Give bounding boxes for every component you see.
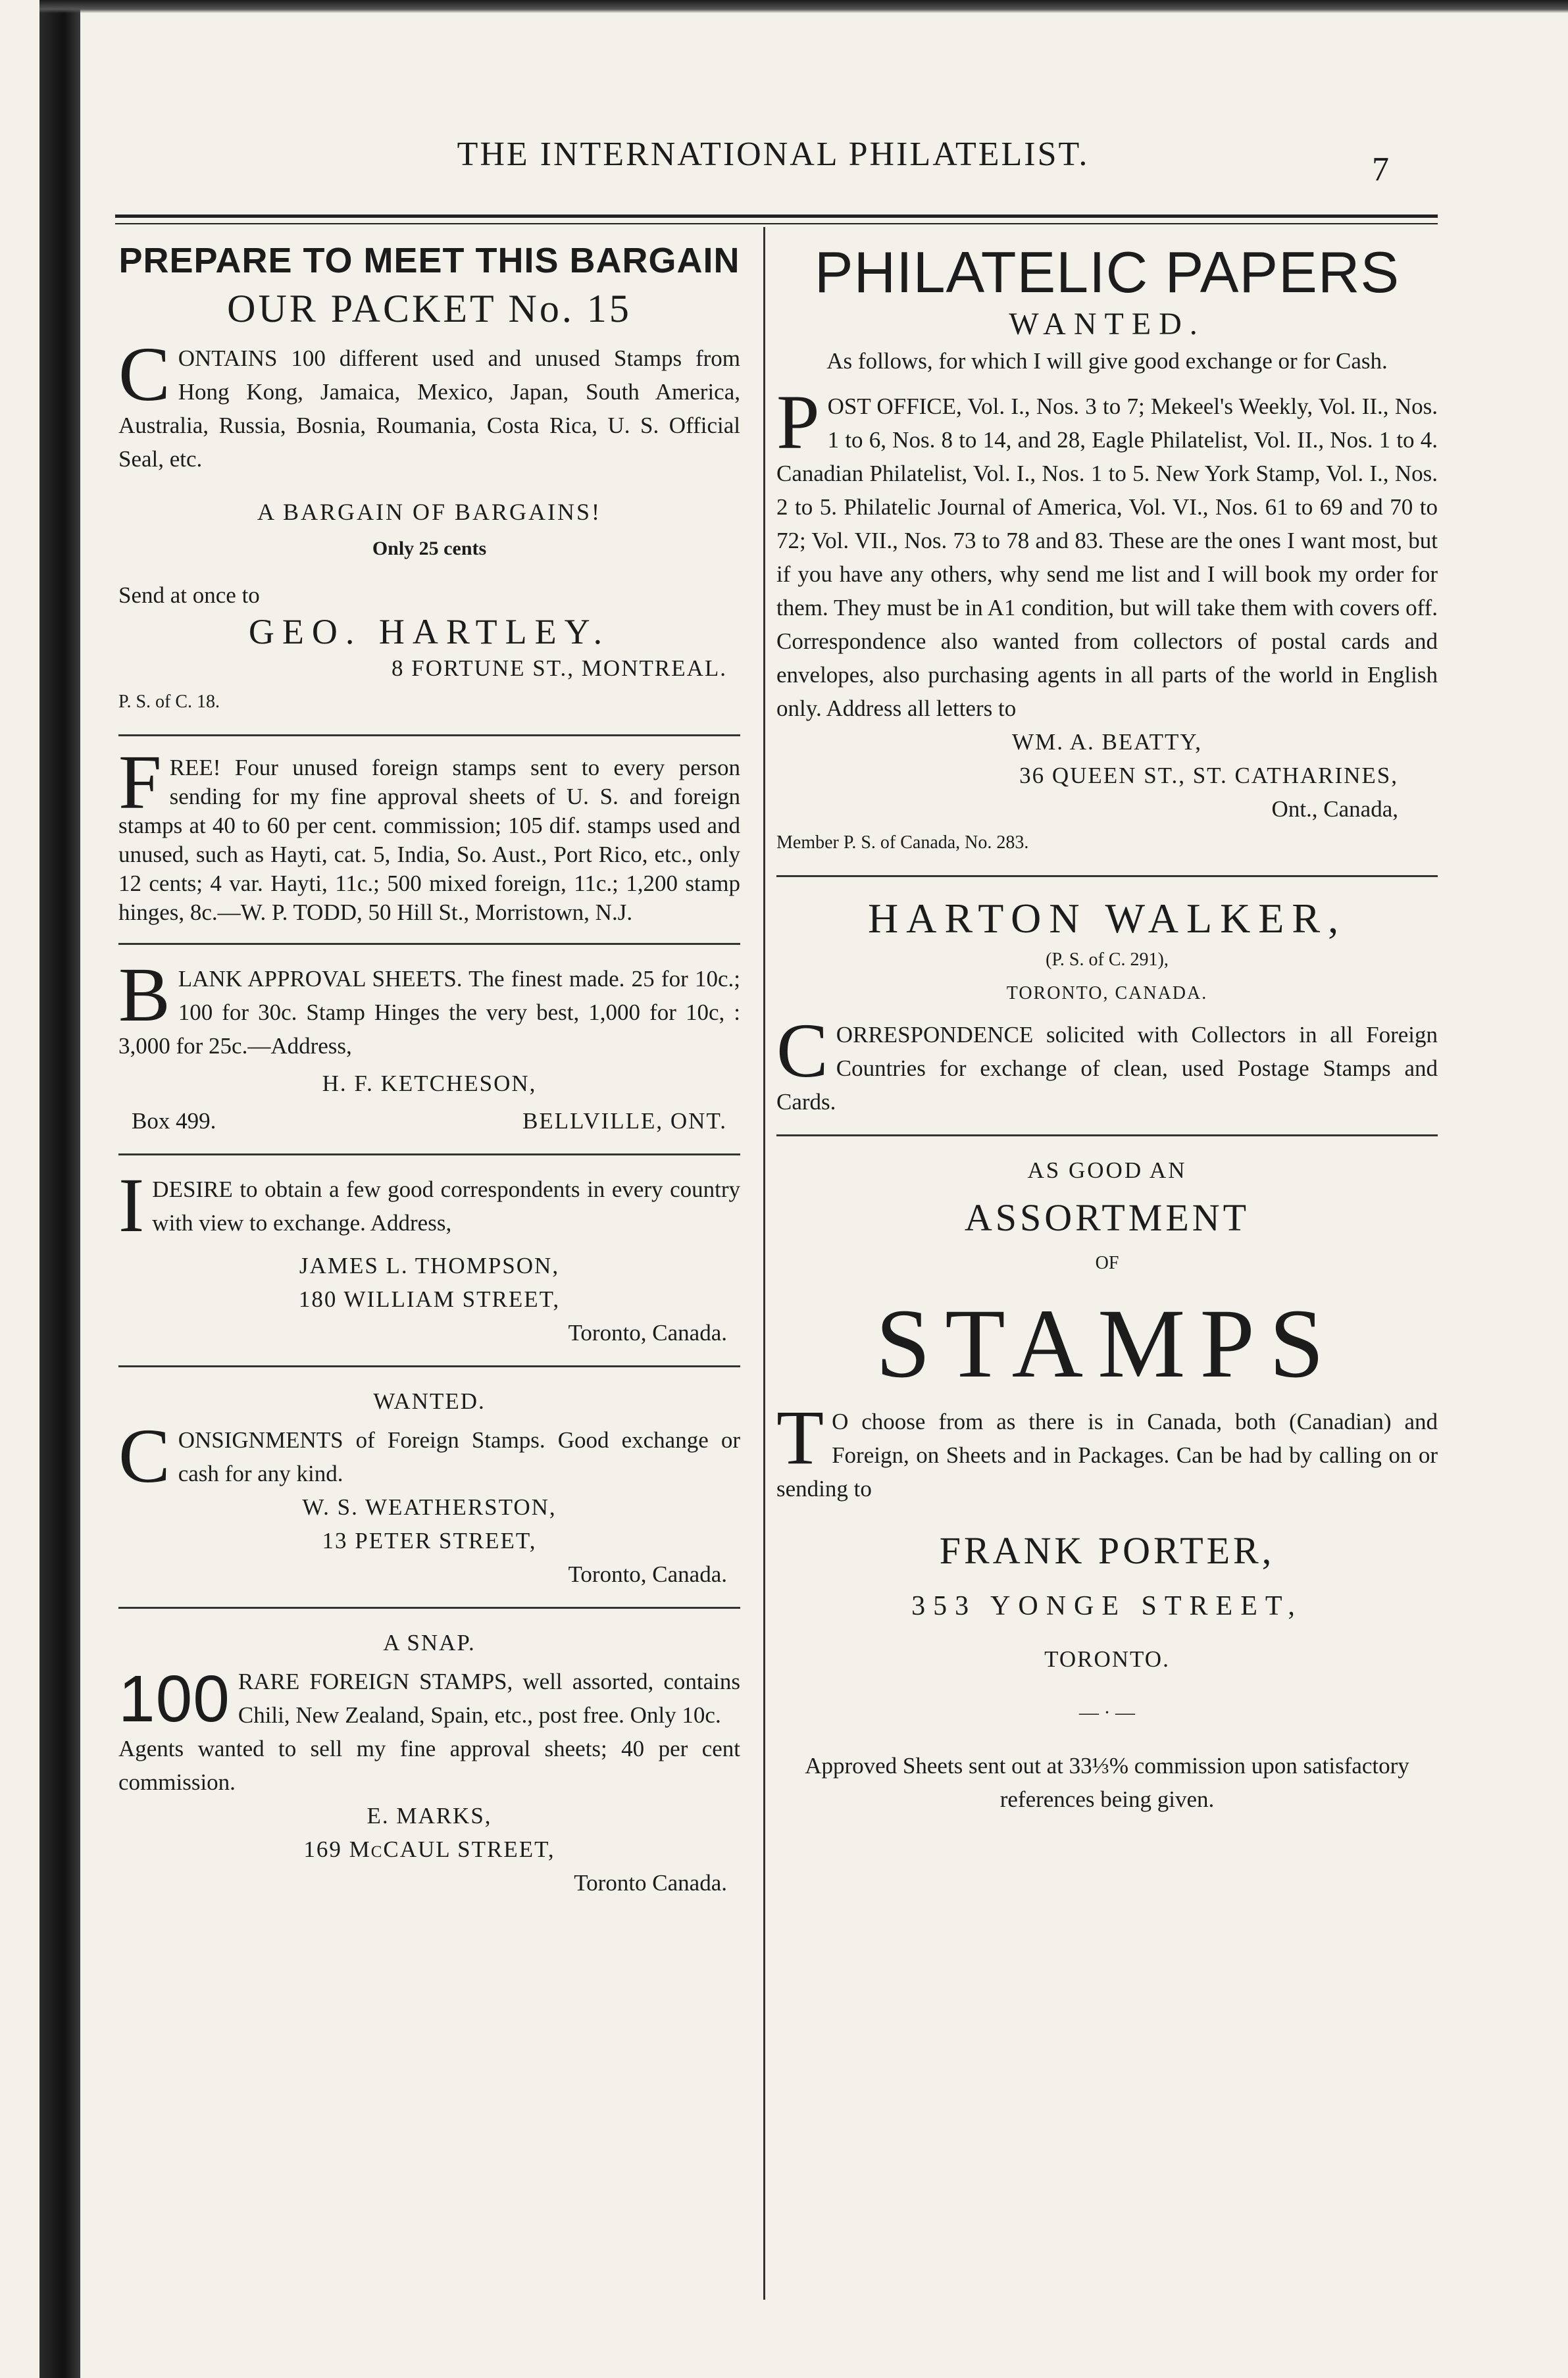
ad-beatty [776, 240, 1438, 859]
ornament: — · — [1079, 1702, 1135, 1723]
advertiser-name: HARTON WALKER, [867, 895, 1347, 942]
right-column [776, 240, 1438, 1816]
advertiser-city: Toronto, Canada. [568, 1561, 727, 1587]
advertiser-street: 13 PETER STREET, [322, 1528, 537, 1554]
advertiser-name: E. MARKS, [367, 1803, 492, 1829]
ad-body: T O choose from as there is in Canada, both (Canadian) and Foreign, on Sheets and in Packages. Can be had by calling on or sending to [776, 1394, 1438, 1502]
ad-title: A SNAP. [383, 1630, 476, 1656]
separator [776, 1134, 1438, 1136]
drop-cap: B [118, 951, 170, 1038]
drop-number: 100 [118, 1662, 230, 1736]
box-number: Box 499. [132, 1108, 216, 1134]
drop-cap: T [776, 1394, 824, 1480]
ad-body: FREE! Four unused foreign stamps sent to every person sending for my fine approval sheets of U. S. and foreign stamps at 40 to 60 per cent. commission; 105 dif. stamps used and unused, such as Hayti, cat. 5, India, So. Aust., Port Rico, etc., only 12 cents; 4 var. Hayti, 11c.; 500 mixed foreign, 11c.; 1,200 stamp hinges, 8c.—W. P. TODD, 50 Hill St., Morristown, N.J. [118, 739, 740, 925]
separator [118, 1153, 740, 1155]
ad-subhead: WANTED. [1009, 307, 1205, 342]
drop-cap: F [118, 739, 162, 825]
ad-footer: Approved Sheets sent out at 33⅓% commission upon satisfactory references being given. [805, 1753, 1409, 1812]
ad-body: CONSIGNMENTS of Foreign Stamps. Good exchange or cash for any kind. [118, 1413, 740, 1499]
society-member: (P. S. of C. 291), [1046, 949, 1169, 970]
advertiser-street: 36 QUEEN ST., ST. CATHARINES, [1019, 763, 1398, 788]
advertiser-city: TORONTO, CANADA. [1006, 983, 1208, 1003]
advertiser-name: H. F. KETCHESON, [322, 1071, 537, 1096]
town: BELLVILLE, ONT. [522, 1108, 727, 1134]
ad-walker [776, 894, 1438, 1119]
ad-line: AS GOOD AN [1027, 1157, 1187, 1183]
advertiser-name: WM. A. BEATTY, [1012, 729, 1202, 755]
advertiser-city: Toronto, Canada. [568, 1320, 727, 1346]
column-rule [763, 227, 765, 2300]
advertiser-province: Ont., Canada, [1271, 796, 1398, 822]
ad-body: BLANK APPROVAL SHEETS. The finest made. 25 for 10c.; 100 for 30c. Stamp Hinges the very best, 1,000 for 10c, : 3,000 for 25c.—Address, [118, 951, 740, 1059]
separator [118, 1365, 740, 1367]
advertiser-street: 353 YONGE STREET, [911, 1591, 1303, 1621]
advertiser-address: 8 FORTUNE ST., MONTREAL. [392, 655, 727, 681]
drop-cap: C [776, 1007, 828, 1094]
ad-headline: PHILATELIC PAPERS [814, 240, 1400, 305]
ad-weatherston [118, 1384, 740, 1591]
left-column [118, 240, 740, 1900]
ad-thompson [118, 1162, 740, 1350]
ad-porter [776, 1153, 1438, 1816]
advertiser-street: 180 WILLIAM STREET, [298, 1286, 561, 1312]
advertiser-street: 169 McCAUL STREET, [303, 1836, 555, 1862]
ad-agents-line: Agents wanted to sell my fine approval sheets; 40 per cent commission. [118, 1736, 740, 1795]
address-row [132, 1104, 727, 1138]
ad-send-line: Send at once to [118, 582, 260, 608]
ad-body: CORRESPONDENCE solicited with Collectors in all Foreign Countries for exchange of clean, used Postage Stamps and Cards. [776, 1007, 1438, 1115]
society-member: Member P. S. of Canada, No. 283. [776, 832, 1029, 853]
drop-cap: C [118, 1413, 170, 1499]
ad-headline: PREPARE TO MEET THIS BARGAIN [118, 241, 740, 280]
separator [776, 875, 1438, 877]
drop-cap: C [118, 331, 170, 417]
ad-intro: As follows, for which I will give good exchange or for Cash. [826, 348, 1388, 374]
society-member: P. S. of C. 18. [118, 692, 220, 712]
ad-bargain-line: A BARGAIN OF BARGAINS! [257, 499, 602, 525]
ad-line: OF [1095, 1253, 1119, 1273]
ad-todd [118, 739, 740, 927]
advertiser-city: Toronto Canada. [574, 1870, 727, 1896]
ad-price: Only 25 cents [372, 538, 487, 559]
advertiser-name: JAMES L. THOMPSON, [299, 1253, 560, 1278]
ad-big-word: STAMPS [875, 1289, 1339, 1398]
header-rule [115, 215, 1438, 224]
drop-cap: I [118, 1162, 145, 1248]
ad-line: ASSORTMENT [964, 1196, 1250, 1239]
ad-ketcheson [118, 951, 740, 1138]
advertiser-city: TORONTO. [1044, 1646, 1170, 1672]
advertiser-name: W. S. WEATHERSTON, [302, 1494, 557, 1520]
page-number: 7 [1372, 151, 1389, 188]
drop-cap: P [776, 379, 820, 465]
ad-marks [118, 1626, 740, 1900]
ad-subhead: OUR PACKET No. 15 [227, 287, 632, 330]
advertiser-name: GEO. HARTLEY. [248, 612, 611, 651]
separator [118, 734, 740, 736]
separator [118, 1607, 740, 1609]
running-head: THE INTERNATIONAL PHILATELIST. [457, 136, 1090, 173]
ad-hartley [118, 240, 740, 719]
separator [118, 943, 740, 945]
ad-body: IDESIRE to obtain a few good correspondents in every country with view to exchange. Address, [118, 1162, 740, 1248]
ad-body: 100 RARE FOREIGN STAMPS, well assorted, contains Chili, New Zealand, Spain, etc., post free. Only 10c. [118, 1662, 740, 1736]
ad-body: CONTAINS 100 different used and unused Stamps from Hong Kong, Jamaica, Mexico, Japan, South America, Australia, Russia, Bosnia, Roumania, Costa Rica, U. S. Official Seal, etc. [118, 331, 740, 472]
ad-title: WANTED. [373, 1388, 486, 1414]
ad-body: POST OFFICE, Vol. I., Nos. 3 to 7; Mekeel's Weekly, Vol. II., Nos. 1 to 6, Nos. 8 to 14, and 28, Eagle Philatelist, Vol. II., Nos. 1 to 4. Canadian Philatelist, Vol. I., Nos. 1 to 5. New York Stamp, Vol. I., Nos. 2 to 5. Philatelic Journal of America, Vol. VI., Nos. 61 to 69 and 70 to 72; Vol. VII., Nos. 73 to 78 and 83. These are the ones I want most, but if you have any others, why send me list and I will book my order for them. They must be in A1 condition, but will take them with covers off. Correspondence also wanted from collectors of postal cards and envelopes, also purchasing agents in all parts of the world in English only. Address all letters to [776, 379, 1438, 721]
advertiser-name: FRANK PORTER, [939, 1529, 1275, 1572]
